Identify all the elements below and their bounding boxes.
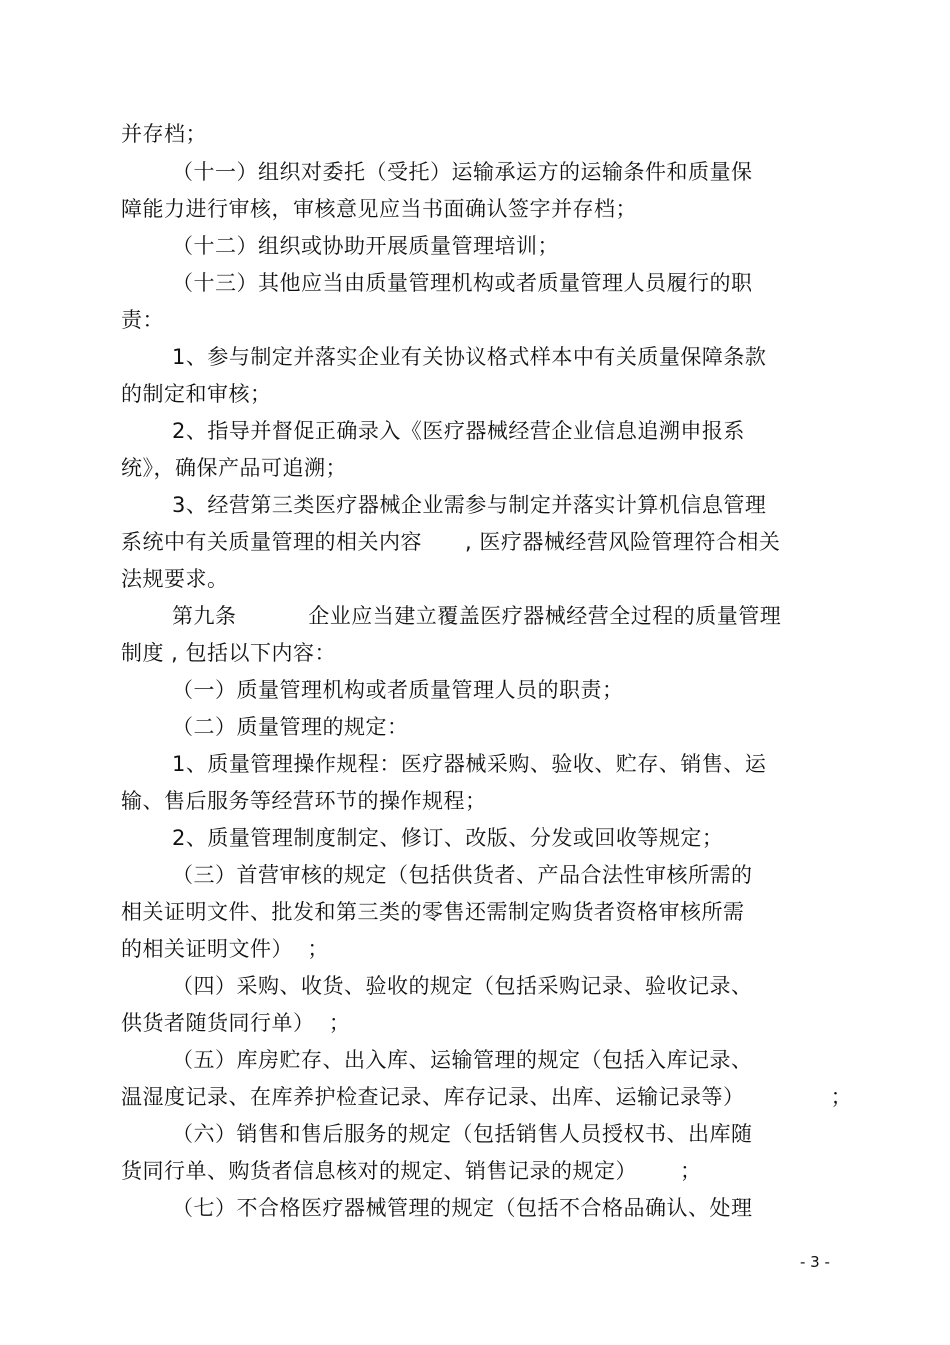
text-line: 3、经营第三类医疗器械企业需参与制定并落实计算机信息管理 <box>172 493 767 517</box>
text-line: 货同行单、购货者信息核对的规定、销售记录的规定） ； <box>121 1159 702 1183</box>
text-line: 供货者随货同行单） ； <box>121 1011 351 1035</box>
text-line: （四）采购、收货、验收的规定（包括采购记录、验收记录、 <box>172 974 753 998</box>
text-line: 输、售后服务等经营环节的操作规程； <box>121 789 487 813</box>
text-line: 并存档； <box>121 122 207 146</box>
text-line: 制度 , 包括以下内容： <box>121 641 337 665</box>
text-line: （十三）其他应当由质量管理机构或者质量管理人员履行的职 <box>172 271 753 295</box>
text-line: 责： <box>121 308 164 332</box>
text-line: 温湿度记录、在库养护检查记录、库存记录、出库、运输记录等） ； <box>121 1085 853 1109</box>
text-line: 2、指导并督促正确录入《医疗器械经营企业信息追溯申报系 <box>172 419 745 443</box>
text-line: 1、参与制定并落实企业有关协议格式样本中有关质量保障条款 <box>172 345 767 369</box>
text-line: 1、质量管理操作规程：医疗器械采购、验收、贮存、销售、运 <box>172 752 767 776</box>
text-line: 的制定和审核； <box>121 382 272 406</box>
text-line: （十一）组织对委托（受托）运输承运方的运输条件和质量保 <box>172 160 753 184</box>
text-line: （一）质量管理机构或者质量管理人员的职责； <box>172 678 624 702</box>
text-line: 相关证明文件、批发和第三类的零售还需制定购货者资格审核所需 <box>121 900 745 924</box>
text-line: （十二）组织或协助开展质量管理培训； <box>172 234 559 258</box>
text-line: 的相关证明文件） ； <box>121 937 329 961</box>
page-number: - 3 - <box>800 1253 830 1271</box>
text-line: 2、质量管理制度制定、修订、改版、分发或回收等规定； <box>172 826 724 850</box>
text-line: （二）质量管理的规定： <box>172 715 409 739</box>
text-line: 第九条 企业应当建立覆盖医疗器械经营全过程的质量管理 <box>172 604 782 628</box>
text-line: （七）不合格医疗器械管理的规定（包括不合格品确认、处理 <box>172 1196 753 1220</box>
text-line: 法规要求。 <box>121 567 229 591</box>
text-line: （五）库房贮存、出入库、运输管理的规定（包括入库记录、 <box>172 1048 753 1072</box>
text-line: （三）首营审核的规定（包括供货者、产品合法性审核所需的 <box>172 863 753 887</box>
text-line: 统》，确保产品可追溯； <box>121 456 347 480</box>
text-line: （六）销售和售后服务的规定（包括销售人员授权书、出库随 <box>172 1122 753 1146</box>
text-line: 障能力进行审核，审核意见应当书面确认签字并存档； <box>121 197 637 221</box>
text-line: 系统中有关质量管理的相关内容 , 医疗器械经营风险管理符合相关 <box>121 530 781 554</box>
